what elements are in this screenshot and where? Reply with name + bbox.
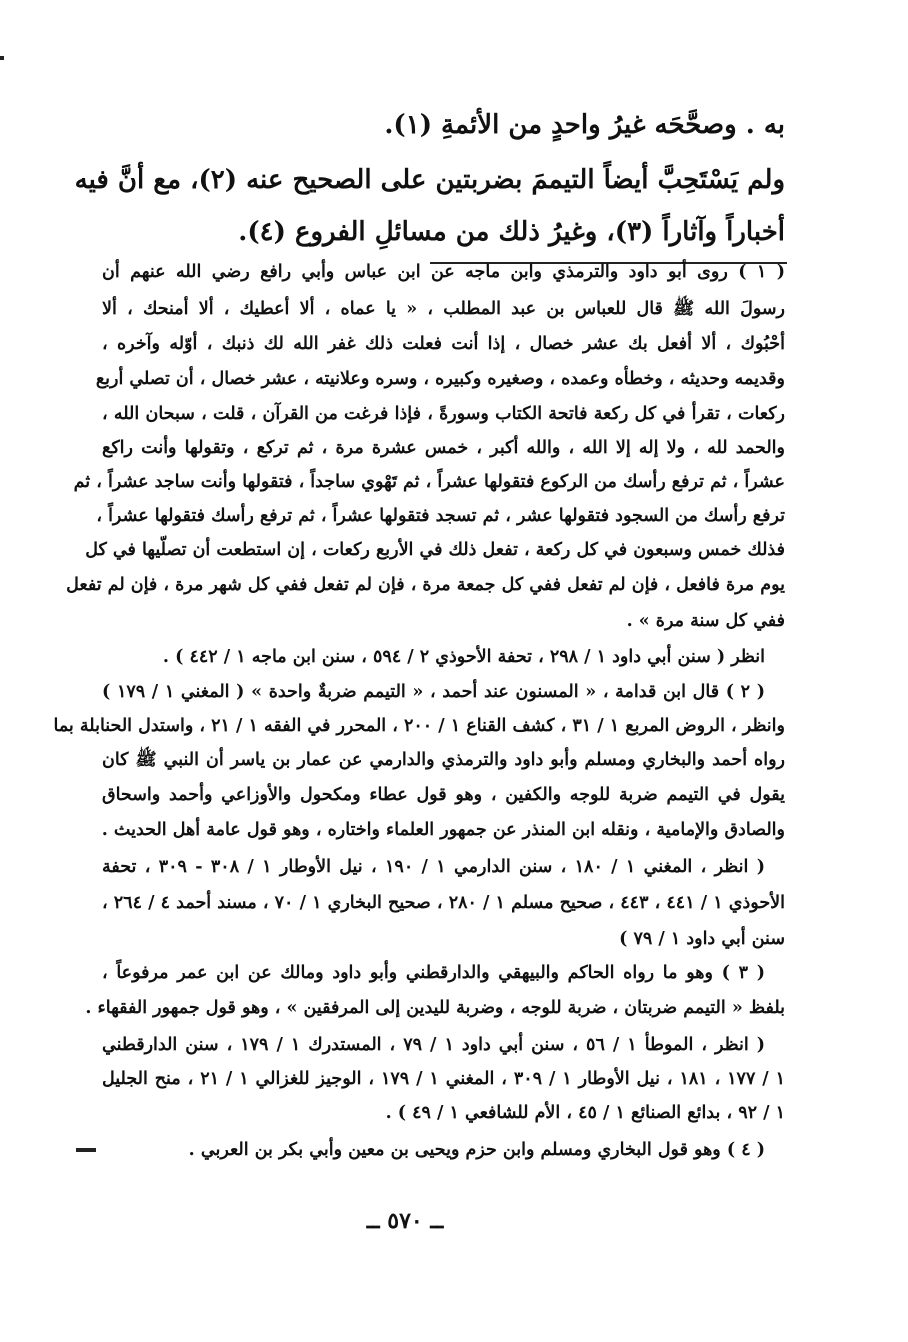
footnote-line: ( ٤ ) وهو قول البخاري ومسلم وابن حزم ويحيى بن معين وأبي بكر بن العربي . [188, 1140, 765, 1160]
footnote-line: يوم مرة فافعل ، فإن لم تفعل ففي كل جمعة مرة ، فإن لم تفعل ففي كل شهر مرة ، فإن لم تفعل [66, 575, 785, 595]
footnote-line: ( انظر ، الموطأ ١ / ٥٦ ، سنن أبي داود ١ / ٧٩ ، المستدرك ١ / ١٧٩ ، سنن الدارقطني [102, 1035, 766, 1055]
footnote-line: بلفظ « التيمم ضربتان ، ضربة للوجه ، وضربة لليدين إلى المرفقين » ، وهو قول جمهور الفقهاء . [85, 998, 785, 1018]
footnote-line: انظر ( سنن أبي داود ١ / ٢٩٨ ، تحفة الأحوذي ٢ / ٥٩٤ ، سنن ابن ماجه ١ / ٤٤٢ ) . [162, 647, 765, 667]
footnote-line: ( انظر ، المغني ١ / ١٨٠ ، سنن الدارمي ١ / ١٩٠ ، نيل الأوطار ١ / ٣٠٨ - ٣٠٩ ، تحفة [102, 857, 765, 877]
footnote-line: والصادق والإمامية ، ونقله ابن المنذر عن جمهور العلماء واختاره ، وهو قول عامة أهل الحديث . [101, 820, 785, 840]
footnote-line: والحمد لله ، ولا إله إلا الله ، والله أكبر ، خمس عشرة مرة ، ثم تركع ، وتقولها وأنت راكع [102, 438, 785, 458]
footnote-line: وانظر ، الروض المربع ١ / ٣١ ، كشف القناع ١ / ٢٠٠ ، المحرر في الفقه ١ / ٢١ ، واستدل الحنابلة بما [53, 716, 785, 736]
main-text-line: به . وصحَّحَه غيرُ واحدٍ من الأئمةِ (١). [384, 110, 785, 140]
main-text-line: أخباراً وآثاراً (٣)، وغيرُ ذلك من مسائلِ الفروع (٤). [238, 217, 785, 247]
footnote-line: ١ / ٩٢ ، بدائع الصنائع ١ / ٤٥ ، الأم للشافعي ١ / ٤٩ ) . [385, 1103, 785, 1123]
footnote-line: فذلك خمس وسبعون في كل ركعة ، تفعل ذلك في الأربع ركعات ، إن استطعت أن تصلّيها في كل [85, 540, 785, 560]
main-text-line: ولم يَسْتَحِبَّ أيضاً التيممَ بضربتين على الصحيح عنه (٢)، مع أنَّ فيه [74, 165, 785, 195]
margin-dash [76, 1148, 96, 1152]
footnote-line: ترفع رأسك من السجود فتقولها عشر ، ثم تسجد فتقولها عشراً ، ثم ترفع رأسك فتقولها عشراً ، [96, 506, 785, 526]
margin-dot [0, 56, 4, 60]
footnote-line: أحْبُوك ، ألا أفعل بك عشر خصال ، إذا أنت فعلت ذلك غفر الله لك ذنبك ، أوّله وآخره ، [102, 334, 785, 354]
footnote-line: ففي كل سنة مرة » . [626, 611, 785, 631]
footnote-line: ١ / ١٧٧ ، ١٨١ ، نيل الأوطار ١ / ٣٠٩ ، المغني ١ / ١٧٩ ، الوجيز للغزالي ١ / ٢١ ، منح الجليل [102, 1069, 785, 1089]
footnote-line: رسولَ الله ﷺ قال للعباس بن عبد المطلب ، « يا عماه ، ألا أعطيك ، ألا أمنحك ، ألا [102, 299, 785, 319]
footnote-line: ركعات ، تقرأ في كل ركعة فاتحة الكتاب وسورةً ، فإذا فرغت من القرآن ، قلت ، سبحان الله ، [102, 404, 785, 424]
page-number: ــ ٥٧٠ ــ [366, 1208, 444, 1234]
footnote-line: الأحوذي ١ / ٤٤١ ، ٤٤٣ ، صحيح مسلم ١ / ٢٨٠ ، صحيح البخاري ١ / ٧٠ ، مسند أحمد ٤ / ٢٦٤ ، [102, 893, 785, 913]
footnote-line: رواه أحمد والبخاري ومسلم وأبو داود والترمذي والدارمي عن عمار بن ياسر أن النبي ﷺ كان [102, 750, 785, 770]
footnote-line: عشراً ، ثم ترفع رأسك من الركوع فتقولها عشراً ، ثم تَهْوي ساجداً ، فتقولها وأنت ساجد عشراً ، ثم [73, 472, 785, 492]
footnote-line: ( ٢ ) قال ابن قدامة ، « المسنون عند أحمد ، « التيمم ضربةٌ واحدة » ( المغني ١ / ١٧٩ ) [102, 682, 766, 702]
footnote-line: وقديمه وحديثه ، وخطأه وعمده ، وصغيره وكبيره ، وسره وعلانيته ، عشر خصال ، أن تصلي أربع [95, 369, 785, 389]
footnote-line: يقول في التيمم ضربة للوجه والكفين ، وهو قول عطاء ومكحول والأوزاعي وأحمد واسحاق [102, 785, 785, 805]
footnote-line: ( ٣ ) وهو ما رواه الحاكم والبيهقي والدارقطني وأبو داود ومالك عن ابن عمر مرفوعاً ، [102, 963, 765, 983]
footnote-line: سنن أبي داود ١ / ٧٩ ) [619, 929, 785, 949]
footnote-line: ( ١ ) روى أبو داود والترمذي وابن ماجه عن ابن عباس وأبي رافع رضي الله عنهم أن [102, 262, 785, 282]
